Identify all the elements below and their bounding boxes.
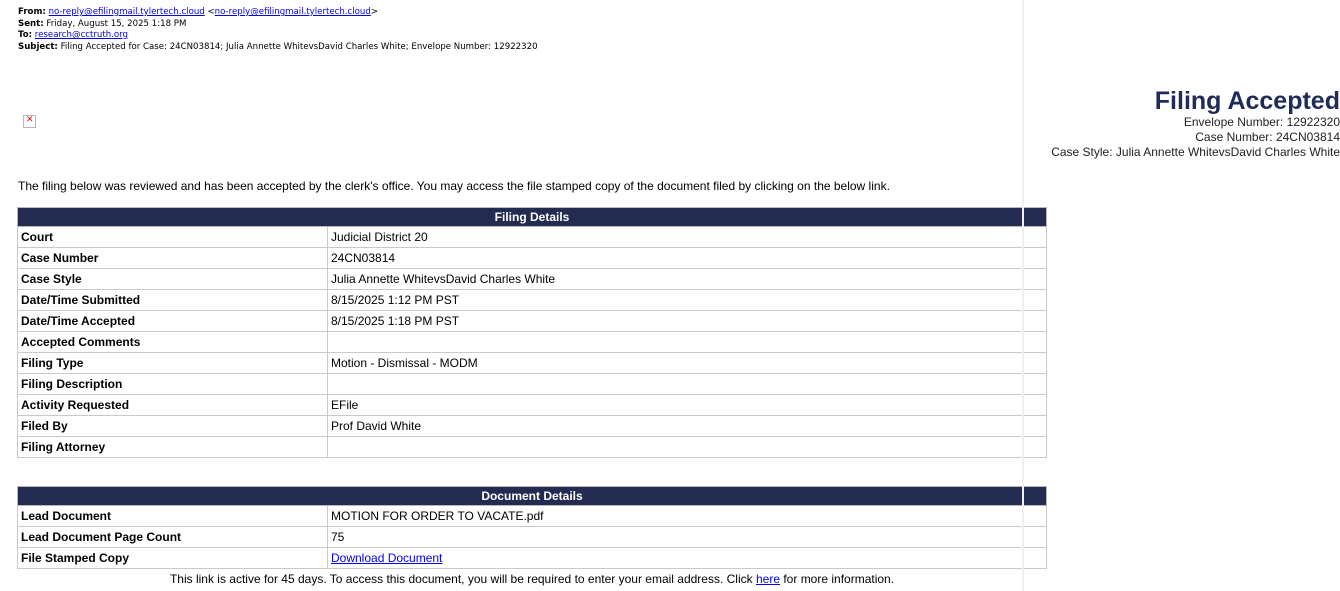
row-label: Case Style (18, 269, 328, 290)
from-address-link[interactable]: no-reply@efilingmail.tylertech.cloud (48, 7, 205, 17)
row-value: EFile (328, 395, 1047, 416)
note-text-before: This link is active for 45 days. To access this document, you will be required to enter your email address. Click (169, 572, 756, 586)
row-label: Accepted Comments (18, 332, 328, 353)
table-row (18, 248, 1047, 269)
row-value: Motion - Dismissal - MODM (328, 353, 1047, 374)
table-row (18, 374, 1047, 395)
download-document-link[interactable]: Download Document (331, 551, 443, 565)
table-row (18, 416, 1047, 437)
row-value: 75 (328, 527, 1047, 548)
table-row (18, 548, 1047, 569)
row-value: MOTION FOR ORDER TO VACATE.pdf (328, 506, 1047, 527)
table-row (18, 269, 1047, 290)
table-row (18, 311, 1047, 332)
from-line: From: no-reply@efilingmail.tylertech.cloud <no-reply@efilingmail.tylertech.cloud> (18, 7, 379, 17)
sent-line (18, 19, 538, 31)
table-row (18, 506, 1047, 527)
table-row (18, 227, 1047, 248)
row-value (328, 332, 1047, 353)
row-label: Filing Type (18, 353, 328, 374)
row-value: Julia Annette WhitevsDavid Charles White (328, 269, 1047, 290)
row-value (328, 548, 1047, 569)
broken-image-icon (23, 115, 36, 128)
envelope-number: Envelope Number: 12922320 (1183, 115, 1340, 129)
row-label: Filing Description (18, 374, 328, 395)
banner-title: Filing Accepted (1154, 87, 1340, 115)
row-label: File Stamped Copy (18, 548, 328, 569)
row-value: 8/15/2025 1:18 PM PST (328, 311, 1047, 332)
row-label: Filing Attorney (18, 437, 328, 458)
row-label: Date/Time Submitted (18, 290, 328, 311)
row-label: Lead Document (18, 506, 328, 527)
banner-case-style: Case Style: Julia Annette WhitevsDavid Charles White (1051, 145, 1340, 159)
subject-value: Filing Accepted for Case: 24CN03814; Julia Annette WhitevsDavid Charles White; Envelope Number: 12922320 (60, 41, 538, 52)
sent-value: Friday, August 15, 2025 1:18 PM (46, 18, 187, 29)
table-row (18, 437, 1047, 458)
row-label: Lead Document Page Count (18, 527, 328, 548)
filing-details-header: Filing Details (18, 208, 1047, 227)
row-label: Case Number (18, 248, 328, 269)
subject-label: Subject: (18, 41, 58, 52)
row-value: 24CN03814 (328, 248, 1047, 269)
row-label: Activity Requested (18, 395, 328, 416)
title-block (700, 87, 1340, 160)
row-value: Judicial District 20 (328, 227, 1047, 248)
filing-details-table (17, 207, 1047, 458)
row-value: 8/15/2025 1:12 PM PST (328, 290, 1047, 311)
banner-case-number: Case Number: 24CN03814 (1195, 130, 1340, 144)
intro-text: The filing below was reviewed and has been accepted by the clerk's office. You may access the file stamped copy of the document filed by clicking on the below link. (18, 179, 890, 193)
table-row (18, 332, 1047, 353)
row-label: Court (18, 227, 328, 248)
row-label: Filed By (18, 416, 328, 437)
table-row (18, 395, 1047, 416)
row-value (328, 437, 1047, 458)
to-line (18, 30, 538, 42)
note-row (18, 569, 1047, 590)
sent-label: Sent: (18, 18, 44, 29)
table-row (18, 353, 1047, 374)
row-value (328, 374, 1047, 395)
row-value: Prof David White (328, 416, 1047, 437)
row-label: Date/Time Accepted (18, 311, 328, 332)
note-text-after: for more information. (780, 572, 895, 586)
subject-line (18, 42, 538, 54)
table-row (18, 290, 1047, 311)
link-note (18, 569, 1047, 590)
document-details-header: Document Details (18, 487, 1047, 506)
window-edge (1022, 0, 1024, 591)
table-row (18, 527, 1047, 548)
from-address-bracket-link[interactable]: no-reply@efilingmail.tylertech.cloud (214, 7, 371, 17)
document-details-table (17, 486, 1047, 589)
to-address-link[interactable]: research@cctruth.org (34, 30, 129, 40)
from-label: From: (18, 7, 46, 17)
email-header (18, 7, 538, 53)
here-link[interactable]: here (755, 572, 781, 586)
to-label: To: (18, 30, 33, 40)
